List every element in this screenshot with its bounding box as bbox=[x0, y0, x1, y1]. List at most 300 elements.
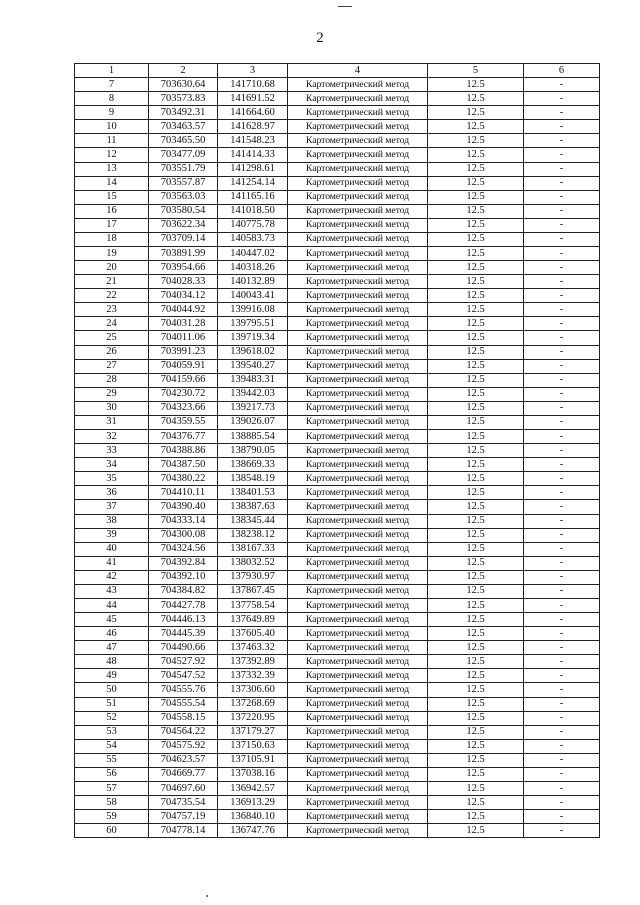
x-coordinate-cell: 704392.10 bbox=[149, 570, 218, 584]
y-coordinate-cell: 137867.45 bbox=[218, 584, 288, 598]
y-coordinate-cell: 136942.57 bbox=[218, 781, 288, 795]
x-coordinate-cell: 703551.79 bbox=[149, 162, 218, 176]
table-row bbox=[75, 120, 600, 134]
note-cell: - bbox=[524, 359, 600, 373]
x-coordinate-cell: 704427.78 bbox=[149, 598, 218, 612]
table-row bbox=[75, 824, 600, 838]
point-number-cell: 41 bbox=[75, 556, 149, 570]
point-number-cell: 29 bbox=[75, 387, 149, 401]
table-row bbox=[75, 401, 600, 415]
accuracy-cell: 12.5 bbox=[428, 824, 524, 838]
table-row bbox=[75, 134, 600, 148]
table-row bbox=[75, 486, 600, 500]
y-coordinate-cell: 141710.68 bbox=[218, 78, 288, 92]
x-coordinate-cell: 704778.14 bbox=[149, 824, 218, 838]
point-number-cell: 27 bbox=[75, 359, 149, 373]
method-cell: Картометрический метод bbox=[288, 401, 428, 415]
note-cell: - bbox=[524, 204, 600, 218]
table-row bbox=[75, 514, 600, 528]
point-number-cell: 34 bbox=[75, 458, 149, 472]
note-cell: - bbox=[524, 683, 600, 697]
header-mark bbox=[338, 6, 352, 7]
point-number-cell: 37 bbox=[75, 500, 149, 514]
table-row bbox=[75, 78, 600, 92]
table-row bbox=[75, 810, 600, 824]
accuracy-cell: 12.5 bbox=[428, 641, 524, 655]
note-cell: - bbox=[524, 218, 600, 232]
accuracy-cell: 12.5 bbox=[428, 92, 524, 106]
note-cell: - bbox=[524, 641, 600, 655]
point-number-cell: 42 bbox=[75, 570, 149, 584]
note-cell: - bbox=[524, 542, 600, 556]
y-coordinate-cell: 138345.44 bbox=[218, 514, 288, 528]
x-coordinate-cell: 704623.57 bbox=[149, 753, 218, 767]
x-coordinate-cell: 704333.14 bbox=[149, 514, 218, 528]
table-row bbox=[75, 556, 600, 570]
note-cell: - bbox=[524, 753, 600, 767]
accuracy-cell: 12.5 bbox=[428, 345, 524, 359]
table-row bbox=[75, 570, 600, 584]
note-cell: - bbox=[524, 824, 600, 838]
table-row bbox=[75, 711, 600, 725]
y-coordinate-cell: 138167.33 bbox=[218, 542, 288, 556]
x-coordinate-cell: 704527.92 bbox=[149, 655, 218, 669]
note-cell: - bbox=[524, 331, 600, 345]
table-row bbox=[75, 781, 600, 795]
method-cell: Картометрический метод bbox=[288, 739, 428, 753]
point-number-cell: 52 bbox=[75, 711, 149, 725]
method-cell: Картометрический метод bbox=[288, 331, 428, 345]
table-row bbox=[75, 106, 600, 120]
point-number-cell: 33 bbox=[75, 444, 149, 458]
method-cell: Картометрический метод bbox=[288, 767, 428, 781]
note-cell: - bbox=[524, 472, 600, 486]
table-row bbox=[75, 458, 600, 472]
method-cell: Картометрический метод bbox=[288, 387, 428, 401]
table-row bbox=[75, 430, 600, 444]
point-number-cell: 19 bbox=[75, 247, 149, 261]
y-coordinate-cell: 139795.51 bbox=[218, 317, 288, 331]
note-cell: - bbox=[524, 810, 600, 824]
method-cell: Картометрический метод bbox=[288, 753, 428, 767]
point-number-cell: 57 bbox=[75, 781, 149, 795]
x-coordinate-cell: 704159.66 bbox=[149, 373, 218, 387]
method-cell: Картометрический метод bbox=[288, 275, 428, 289]
accuracy-cell: 12.5 bbox=[428, 232, 524, 246]
x-coordinate-cell: 704031.28 bbox=[149, 317, 218, 331]
method-cell: Картометрический метод bbox=[288, 444, 428, 458]
method-cell: Картометрический метод bbox=[288, 669, 428, 683]
point-number-cell: 48 bbox=[75, 655, 149, 669]
y-coordinate-cell: 137038.16 bbox=[218, 767, 288, 781]
accuracy-cell: 12.5 bbox=[428, 711, 524, 725]
x-coordinate-cell: 704230.72 bbox=[149, 387, 218, 401]
point-number-cell: 24 bbox=[75, 317, 149, 331]
accuracy-cell: 12.5 bbox=[428, 218, 524, 232]
method-cell: Картометрический метод bbox=[288, 584, 428, 598]
table-row bbox=[75, 204, 600, 218]
page-artifact-dot bbox=[206, 895, 208, 897]
note-cell: - bbox=[524, 415, 600, 429]
y-coordinate-cell: 139442.03 bbox=[218, 387, 288, 401]
method-cell: Картометрический метод bbox=[288, 218, 428, 232]
y-coordinate-cell: 139719.34 bbox=[218, 331, 288, 345]
point-number-cell: 12 bbox=[75, 148, 149, 162]
point-number-cell: 35 bbox=[75, 472, 149, 486]
x-coordinate-cell: 704390.40 bbox=[149, 500, 218, 514]
y-coordinate-cell: 140583.73 bbox=[218, 232, 288, 246]
point-number-cell: 22 bbox=[75, 289, 149, 303]
method-cell: Картометрический метод bbox=[288, 162, 428, 176]
y-coordinate-cell: 137930.97 bbox=[218, 570, 288, 584]
note-cell: - bbox=[524, 247, 600, 261]
note-cell: - bbox=[524, 120, 600, 134]
point-number-cell: 56 bbox=[75, 767, 149, 781]
y-coordinate-cell: 137268.69 bbox=[218, 697, 288, 711]
accuracy-cell: 12.5 bbox=[428, 247, 524, 261]
note-cell: - bbox=[524, 289, 600, 303]
table-row bbox=[75, 725, 600, 739]
note-cell: - bbox=[524, 373, 600, 387]
table-row bbox=[75, 247, 600, 261]
method-cell: Картометрический метод bbox=[288, 232, 428, 246]
note-cell: - bbox=[524, 232, 600, 246]
column-header-1: 1 bbox=[75, 64, 149, 78]
point-number-cell: 58 bbox=[75, 796, 149, 810]
point-number-cell: 44 bbox=[75, 598, 149, 612]
note-cell: - bbox=[524, 303, 600, 317]
point-number-cell: 10 bbox=[75, 120, 149, 134]
note-cell: - bbox=[524, 134, 600, 148]
accuracy-cell: 12.5 bbox=[428, 204, 524, 218]
note-cell: - bbox=[524, 556, 600, 570]
x-coordinate-cell: 703622.34 bbox=[149, 218, 218, 232]
note-cell: - bbox=[524, 655, 600, 669]
point-number-cell: 23 bbox=[75, 303, 149, 317]
point-number-cell: 11 bbox=[75, 134, 149, 148]
method-cell: Картометрический метод bbox=[288, 78, 428, 92]
table-row bbox=[75, 345, 600, 359]
table-row bbox=[75, 542, 600, 556]
point-number-cell: 60 bbox=[75, 824, 149, 838]
note-cell: - bbox=[524, 387, 600, 401]
table-row bbox=[75, 796, 600, 810]
point-number-cell: 13 bbox=[75, 162, 149, 176]
method-cell: Картометрический метод bbox=[288, 345, 428, 359]
accuracy-cell: 12.5 bbox=[428, 261, 524, 275]
note-cell: - bbox=[524, 486, 600, 500]
x-coordinate-cell: 704564.22 bbox=[149, 725, 218, 739]
accuracy-cell: 12.5 bbox=[428, 810, 524, 824]
column-header-2: 2 bbox=[149, 64, 218, 78]
x-coordinate-cell: 704697.60 bbox=[149, 781, 218, 795]
note-cell: - bbox=[524, 697, 600, 711]
y-coordinate-cell: 140318.26 bbox=[218, 261, 288, 275]
table-row bbox=[75, 232, 600, 246]
accuracy-cell: 12.5 bbox=[428, 275, 524, 289]
table-row bbox=[75, 373, 600, 387]
note-cell: - bbox=[524, 584, 600, 598]
method-cell: Картометрический метод bbox=[288, 613, 428, 627]
accuracy-cell: 12.5 bbox=[428, 796, 524, 810]
y-coordinate-cell: 141165.16 bbox=[218, 190, 288, 204]
y-coordinate-cell: 139916.08 bbox=[218, 303, 288, 317]
note-cell: - bbox=[524, 401, 600, 415]
y-coordinate-cell: 141414.33 bbox=[218, 148, 288, 162]
x-coordinate-cell: 704384.82 bbox=[149, 584, 218, 598]
table-row bbox=[75, 627, 600, 641]
table-row bbox=[75, 331, 600, 345]
point-number-cell: 36 bbox=[75, 486, 149, 500]
accuracy-cell: 12.5 bbox=[428, 486, 524, 500]
accuracy-cell: 12.5 bbox=[428, 753, 524, 767]
note-cell: - bbox=[524, 458, 600, 472]
x-coordinate-cell: 703477.09 bbox=[149, 148, 218, 162]
table-row bbox=[75, 584, 600, 598]
point-number-cell: 31 bbox=[75, 415, 149, 429]
x-coordinate-cell: 704388.86 bbox=[149, 444, 218, 458]
method-cell: Картометрический метод bbox=[288, 289, 428, 303]
column-header-3: 3 bbox=[218, 64, 288, 78]
y-coordinate-cell: 137332.39 bbox=[218, 669, 288, 683]
point-number-cell: 18 bbox=[75, 232, 149, 246]
y-coordinate-cell: 139217.73 bbox=[218, 401, 288, 415]
table-row bbox=[75, 500, 600, 514]
method-cell: Картометрический метод bbox=[288, 556, 428, 570]
accuracy-cell: 12.5 bbox=[428, 106, 524, 120]
method-cell: Картометрический метод bbox=[288, 415, 428, 429]
x-coordinate-cell: 704757.19 bbox=[149, 810, 218, 824]
accuracy-cell: 12.5 bbox=[428, 331, 524, 345]
note-cell: - bbox=[524, 781, 600, 795]
y-coordinate-cell: 141548.23 bbox=[218, 134, 288, 148]
table-row bbox=[75, 683, 600, 697]
accuracy-cell: 12.5 bbox=[428, 444, 524, 458]
y-coordinate-cell: 139026.07 bbox=[218, 415, 288, 429]
method-cell: Картометрический метод bbox=[288, 359, 428, 373]
note-cell: - bbox=[524, 711, 600, 725]
table-row bbox=[75, 472, 600, 486]
x-coordinate-cell: 704011.06 bbox=[149, 331, 218, 345]
accuracy-cell: 12.5 bbox=[428, 120, 524, 134]
method-cell: Картометрический метод bbox=[288, 641, 428, 655]
note-cell: - bbox=[524, 570, 600, 584]
point-number-cell: 47 bbox=[75, 641, 149, 655]
table-row bbox=[75, 669, 600, 683]
note-cell: - bbox=[524, 190, 600, 204]
table-row bbox=[75, 275, 600, 289]
accuracy-cell: 12.5 bbox=[428, 289, 524, 303]
x-coordinate-cell: 703954.66 bbox=[149, 261, 218, 275]
accuracy-cell: 12.5 bbox=[428, 500, 524, 514]
point-number-cell: 16 bbox=[75, 204, 149, 218]
y-coordinate-cell: 137150.63 bbox=[218, 739, 288, 753]
method-cell: Картометрический метод bbox=[288, 92, 428, 106]
x-coordinate-cell: 704059.91 bbox=[149, 359, 218, 373]
point-number-cell: 32 bbox=[75, 430, 149, 444]
table-body bbox=[75, 78, 600, 838]
table-row bbox=[75, 289, 600, 303]
note-cell: - bbox=[524, 275, 600, 289]
point-number-cell: 49 bbox=[75, 669, 149, 683]
x-coordinate-cell: 703991.23 bbox=[149, 345, 218, 359]
table-row bbox=[75, 444, 600, 458]
x-coordinate-cell: 704558.15 bbox=[149, 711, 218, 725]
y-coordinate-cell: 137105.91 bbox=[218, 753, 288, 767]
point-number-cell: 59 bbox=[75, 810, 149, 824]
accuracy-cell: 12.5 bbox=[428, 430, 524, 444]
method-cell: Картометрический метод bbox=[288, 810, 428, 824]
table-row bbox=[75, 148, 600, 162]
method-cell: Картометрический метод bbox=[288, 655, 428, 669]
x-coordinate-cell: 704575.92 bbox=[149, 739, 218, 753]
x-coordinate-cell: 704323.66 bbox=[149, 401, 218, 415]
table-row bbox=[75, 767, 600, 781]
accuracy-cell: 12.5 bbox=[428, 613, 524, 627]
y-coordinate-cell: 138032.52 bbox=[218, 556, 288, 570]
method-cell: Картометрический метод bbox=[288, 430, 428, 444]
method-cell: Картометрический метод bbox=[288, 697, 428, 711]
table-row bbox=[75, 739, 600, 753]
method-cell: Картометрический метод bbox=[288, 317, 428, 331]
accuracy-cell: 12.5 bbox=[428, 514, 524, 528]
coordinates-table-container bbox=[74, 63, 599, 838]
note-cell: - bbox=[524, 92, 600, 106]
y-coordinate-cell: 141664.60 bbox=[218, 106, 288, 120]
note-cell: - bbox=[524, 176, 600, 190]
y-coordinate-cell: 141254.14 bbox=[218, 176, 288, 190]
accuracy-cell: 12.5 bbox=[428, 387, 524, 401]
accuracy-cell: 12.5 bbox=[428, 176, 524, 190]
note-cell: - bbox=[524, 669, 600, 683]
table-row bbox=[75, 303, 600, 317]
y-coordinate-cell: 137179.27 bbox=[218, 725, 288, 739]
x-coordinate-cell: 704034.12 bbox=[149, 289, 218, 303]
point-number-cell: 15 bbox=[75, 190, 149, 204]
table-row bbox=[75, 190, 600, 204]
accuracy-cell: 12.5 bbox=[428, 415, 524, 429]
x-coordinate-cell: 703463.57 bbox=[149, 120, 218, 134]
y-coordinate-cell: 139540.27 bbox=[218, 359, 288, 373]
point-number-cell: 30 bbox=[75, 401, 149, 415]
accuracy-cell: 12.5 bbox=[428, 781, 524, 795]
accuracy-cell: 12.5 bbox=[428, 317, 524, 331]
y-coordinate-cell: 137758.54 bbox=[218, 598, 288, 612]
note-cell: - bbox=[524, 345, 600, 359]
table-row bbox=[75, 92, 600, 106]
point-number-cell: 14 bbox=[75, 176, 149, 190]
method-cell: Картометрический метод bbox=[288, 781, 428, 795]
y-coordinate-cell: 137649.89 bbox=[218, 613, 288, 627]
x-coordinate-cell: 704300.08 bbox=[149, 528, 218, 542]
method-cell: Картометрический метод bbox=[288, 373, 428, 387]
x-coordinate-cell: 704380.22 bbox=[149, 472, 218, 486]
y-coordinate-cell: 137463.32 bbox=[218, 641, 288, 655]
x-coordinate-cell: 704392.84 bbox=[149, 556, 218, 570]
accuracy-cell: 12.5 bbox=[428, 739, 524, 753]
x-coordinate-cell: 703891.99 bbox=[149, 247, 218, 261]
accuracy-cell: 12.5 bbox=[428, 697, 524, 711]
method-cell: Картометрический метод bbox=[288, 796, 428, 810]
table-row bbox=[75, 261, 600, 275]
y-coordinate-cell: 141298.61 bbox=[218, 162, 288, 176]
table-row bbox=[75, 176, 600, 190]
y-coordinate-cell: 138387.63 bbox=[218, 500, 288, 514]
method-cell: Картометрический метод bbox=[288, 570, 428, 584]
method-cell: Картометрический метод bbox=[288, 683, 428, 697]
accuracy-cell: 12.5 bbox=[428, 542, 524, 556]
y-coordinate-cell: 140132.89 bbox=[218, 275, 288, 289]
method-cell: Картометрический метод bbox=[288, 725, 428, 739]
method-cell: Картометрический метод bbox=[288, 711, 428, 725]
x-coordinate-cell: 704555.54 bbox=[149, 697, 218, 711]
x-coordinate-cell: 704445.39 bbox=[149, 627, 218, 641]
accuracy-cell: 12.5 bbox=[428, 556, 524, 570]
y-coordinate-cell: 140775.78 bbox=[218, 218, 288, 232]
note-cell: - bbox=[524, 528, 600, 542]
method-cell: Картометрический метод bbox=[288, 176, 428, 190]
point-number-cell: 43 bbox=[75, 584, 149, 598]
x-coordinate-cell: 703492.31 bbox=[149, 106, 218, 120]
point-number-cell: 7 bbox=[75, 78, 149, 92]
point-number-cell: 39 bbox=[75, 528, 149, 542]
note-cell: - bbox=[524, 725, 600, 739]
point-number-cell: 50 bbox=[75, 683, 149, 697]
note-cell: - bbox=[524, 78, 600, 92]
method-cell: Картометрический метод bbox=[288, 472, 428, 486]
note-cell: - bbox=[524, 317, 600, 331]
y-coordinate-cell: 138669.33 bbox=[218, 458, 288, 472]
point-number-cell: 8 bbox=[75, 92, 149, 106]
y-coordinate-cell: 137392.89 bbox=[218, 655, 288, 669]
method-cell: Картометрический метод bbox=[288, 120, 428, 134]
note-cell: - bbox=[524, 796, 600, 810]
table-row bbox=[75, 317, 600, 331]
note-cell: - bbox=[524, 430, 600, 444]
x-coordinate-cell: 704490.66 bbox=[149, 641, 218, 655]
point-number-cell: 55 bbox=[75, 753, 149, 767]
method-cell: Картометрический метод bbox=[288, 190, 428, 204]
accuracy-cell: 12.5 bbox=[428, 373, 524, 387]
note-cell: - bbox=[524, 162, 600, 176]
table-header-row bbox=[75, 64, 600, 78]
y-coordinate-cell: 138238.12 bbox=[218, 528, 288, 542]
point-number-cell: 54 bbox=[75, 739, 149, 753]
accuracy-cell: 12.5 bbox=[428, 570, 524, 584]
method-cell: Картометрический метод bbox=[288, 204, 428, 218]
accuracy-cell: 12.5 bbox=[428, 528, 524, 542]
method-cell: Картометрический метод bbox=[288, 528, 428, 542]
note-cell: - bbox=[524, 500, 600, 514]
y-coordinate-cell: 138790.05 bbox=[218, 444, 288, 458]
method-cell: Картометрический метод bbox=[288, 148, 428, 162]
note-cell: - bbox=[524, 444, 600, 458]
table-row bbox=[75, 598, 600, 612]
accuracy-cell: 12.5 bbox=[428, 669, 524, 683]
coordinates-table bbox=[74, 63, 600, 838]
page-number: 2 bbox=[316, 30, 324, 46]
point-number-cell: 53 bbox=[75, 725, 149, 739]
accuracy-cell: 12.5 bbox=[428, 190, 524, 204]
accuracy-cell: 12.5 bbox=[428, 598, 524, 612]
point-number-cell: 51 bbox=[75, 697, 149, 711]
point-number-cell: 17 bbox=[75, 218, 149, 232]
accuracy-cell: 12.5 bbox=[428, 303, 524, 317]
y-coordinate-cell: 140447.02 bbox=[218, 247, 288, 261]
method-cell: Картометрический метод bbox=[288, 598, 428, 612]
x-coordinate-cell: 704410.11 bbox=[149, 486, 218, 500]
accuracy-cell: 12.5 bbox=[428, 162, 524, 176]
